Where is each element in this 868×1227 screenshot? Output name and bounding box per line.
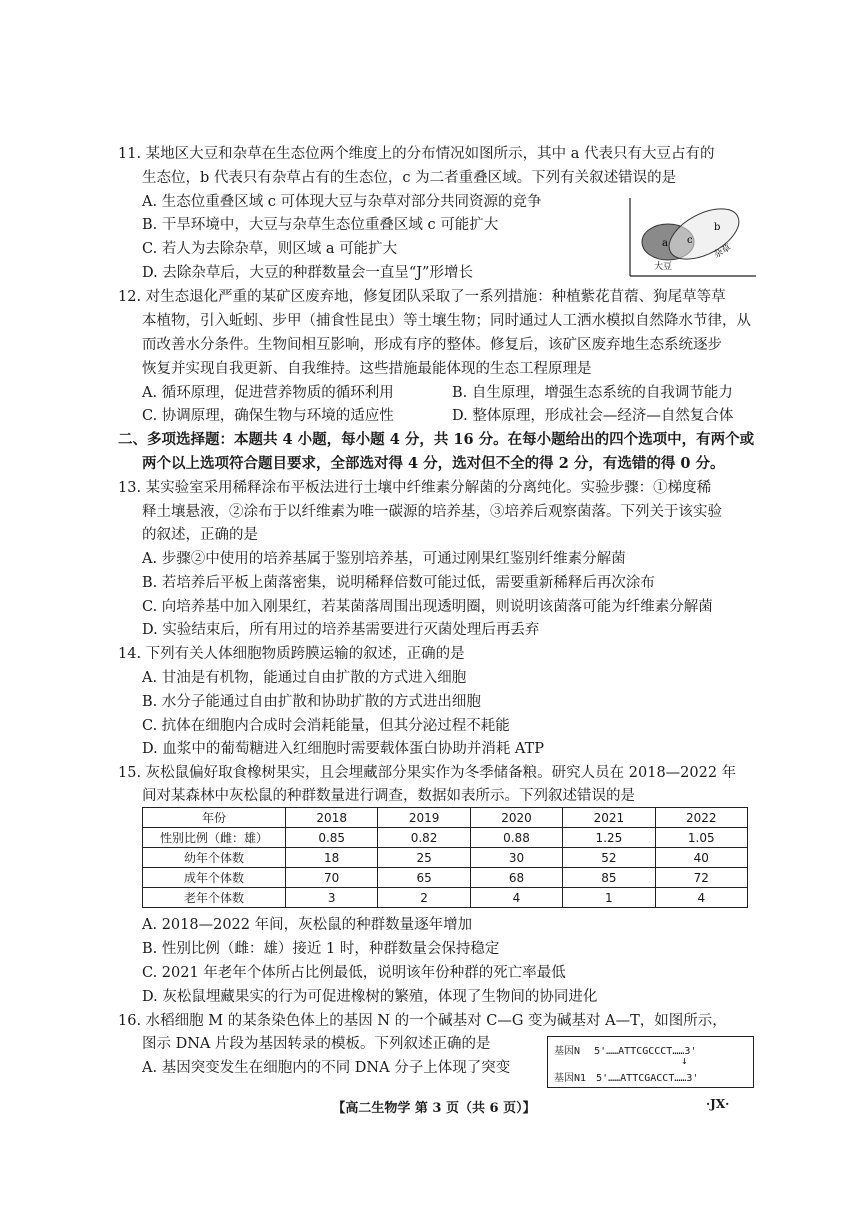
q15-option-a: A. 2018—2022 年间，灰松鼠的种群数量逐年增加 bbox=[142, 917, 473, 933]
figure-label-weed: 杂草 bbox=[712, 242, 734, 261]
table-row bbox=[143, 828, 748, 848]
q13-stem-line-3: 的叙述，正确的是 bbox=[142, 527, 258, 543]
table-cell: 3 bbox=[286, 888, 378, 908]
table-row bbox=[143, 888, 748, 908]
table-header-cell: 年份 bbox=[143, 808, 286, 828]
table-cell: 性别比例（雌：雄） bbox=[143, 828, 286, 848]
squirrel-population-table bbox=[142, 807, 748, 908]
dna-row-gene-n bbox=[554, 1042, 696, 1057]
dna-sequence-figure bbox=[547, 1036, 754, 1088]
table-cell: 1.05 bbox=[655, 828, 747, 848]
table-cell: 40 bbox=[655, 848, 747, 868]
table-cell: 2 bbox=[378, 888, 470, 908]
q12-stem-line-3: 而改善水分条件。生物间相互影响，形成有序的整体。修复后，该矿区废弃地生态系统逐步 bbox=[142, 337, 722, 353]
table-row bbox=[143, 848, 748, 868]
q16-stem-line-1: 16. 水稻细胞 M 的某条染色体上的基因 N 的一个碱基对 C—G 变为碱基对 A—T，如图所示， bbox=[118, 1013, 727, 1029]
figure-label-a: a bbox=[662, 238, 668, 249]
table-header-cell: 2018 bbox=[286, 808, 378, 828]
table-cell: 4 bbox=[470, 888, 562, 908]
niche-overlap-figure bbox=[628, 196, 758, 280]
table-header-cell: 2019 bbox=[378, 808, 470, 828]
q13-option-b: B. 若培养后平板上菌落密集，说明稀释倍数可能过低，需要重新稀释后再次涂布 bbox=[142, 575, 655, 591]
figure-label-c: c bbox=[687, 235, 693, 246]
dna-row-sequence: 5'……ATTCGCCCT……3' bbox=[594, 1046, 697, 1057]
section2-heading-line-1: 二、多项选择题：本题共 4 小题，每小题 4 分，共 16 分。在每小题给出的四个选项中，有两个或 bbox=[118, 431, 755, 448]
table-cell: 老年个体数 bbox=[143, 888, 286, 908]
table-cell: 52 bbox=[563, 848, 655, 868]
q14-option-b: B. 水分子能通过自由扩散和协助扩散的方式进出细胞 bbox=[142, 694, 481, 710]
table-cell: 0.82 bbox=[378, 828, 470, 848]
q15-option-d: D. 灰松鼠埋藏果实的行为可促进橡树的繁殖，体现了生物间的协同进化 bbox=[142, 989, 598, 1005]
q12-option-c: C. 协调原理，确保生物与环境的适应性 bbox=[142, 408, 394, 424]
q12-option-b: B. 自生原理，增强生态系统的自我调节能力 bbox=[452, 385, 733, 401]
table-cell: 68 bbox=[470, 868, 562, 888]
figure-label-soybean: 大豆 bbox=[654, 262, 673, 272]
q12-stem-line-1: 12. 对生态退化严重的某矿区废弃地，修复团队采取了一系列措施：种植紫花苜蓿、狗尾草等草 bbox=[118, 289, 726, 305]
page-footer: 【高二生物学 第 3 页（共 6 页）】 bbox=[332, 1101, 536, 1116]
table-cell: 0.88 bbox=[470, 828, 562, 848]
q11-option-b: B. 干旱环境中，大豆与杂草生态位重叠区域 c 可能扩大 bbox=[142, 217, 499, 233]
q13-stem-line-1: 13. 某实验室采用稀释涂布平板法进行土壤中纤维素分解菌的分离纯化。实验步骤：①梯度稀 bbox=[118, 480, 712, 496]
footer-code: ·JX· bbox=[706, 1097, 730, 1111]
table-cell: 幼年个体数 bbox=[143, 848, 286, 868]
table-cell: 1.25 bbox=[563, 828, 655, 848]
dna-row-label: 基因N1 bbox=[554, 1073, 587, 1084]
q12-stem-line-2: 本植物，引入蚯蚓、步甲（捕食性昆虫）等土壤生物；同时通过人工洒水模拟自然降水节律，从 bbox=[142, 313, 751, 329]
q11-option-d: D. 去除杂草后，大豆的种群数量会一直呈“J”形增长 bbox=[142, 265, 473, 281]
table-cell: 85 bbox=[563, 868, 655, 888]
q15-stem-line-2: 间对某森林中灰松鼠的种群数量进行调查，数据如表所示。下列叙述错误的是 bbox=[142, 788, 635, 804]
q12-stem-line-4: 恢复并实现自我更新、自我维持。这些措施最能体现的生态工程原理是 bbox=[142, 361, 592, 377]
q13-stem-line-2: 释土壤悬液，②涂布于以纤维素为唯一碳源的培养基，③培养后观察菌落。下列关于该实验 bbox=[142, 504, 722, 520]
table-row bbox=[143, 868, 748, 888]
q15-option-c: C. 2021 年老年个体所占比例最低，说明该年份种群的死亡率最低 bbox=[142, 965, 566, 981]
table-cell: 25 bbox=[378, 848, 470, 868]
q12-option-d: D. 整体原理，形成社会—经济—自然复合体 bbox=[452, 408, 734, 424]
q13-option-a: A. 步骤②中使用的培养基属于鉴别培养基，可通过刚果红鉴别纤维素分解菌 bbox=[142, 551, 626, 567]
q15-option-b: B. 性别比例（雌：雄）接近 1 时，种群数量会保持稳定 bbox=[142, 941, 500, 957]
q11-stem-line-2: 生态位，b 代表只有杂草占有的生态位，c 为二者重叠区域。下列有关叙述错误的是 bbox=[142, 170, 677, 186]
q11-stem-line-1: 11. 某地区大豆和杂草在生态位两个维度上的分布情况如图所示，其中 a 代表只有大豆占有的 bbox=[118, 146, 715, 162]
mutation-arrow-icon: ↓ bbox=[681, 1054, 688, 1067]
table-cell: 0.85 bbox=[286, 828, 378, 848]
table-cell: 70 bbox=[286, 868, 378, 888]
table-cell: 成年个体数 bbox=[143, 868, 286, 888]
q15-stem-line-1: 15. 灰松鼠偏好取食橡树果实，且会埋藏部分果实作为冬季储备粮。研究人员在 2018—2022 年 bbox=[118, 765, 737, 781]
q14-option-a: A. 甘油是有机物，能通过自由扩散的方式进入细胞 bbox=[142, 670, 467, 686]
table-cell: 65 bbox=[378, 868, 470, 888]
table-cell: 1 bbox=[563, 888, 655, 908]
table-cell: 4 bbox=[655, 888, 747, 908]
dna-row-gene-n1 bbox=[554, 1069, 698, 1084]
table-header-cell: 2021 bbox=[563, 808, 655, 828]
q14-stem-line-1: 14. 下列有关人体细胞物质跨膜运输的叙述，正确的是 bbox=[118, 646, 465, 662]
q13-option-d: D. 实验结束后，所有用过的培养基需要进行灭菌处理后再丢弃 bbox=[142, 622, 540, 638]
table-header-row bbox=[143, 808, 748, 828]
q14-option-d: D. 血浆中的葡萄糖进入红细胞时需要载体蛋白协助并消耗 ATP bbox=[142, 741, 545, 757]
q12-option-a: A. 循环原理，促进营养物质的循环利用 bbox=[142, 385, 394, 401]
table-cell: 72 bbox=[655, 868, 747, 888]
table-cell: 18 bbox=[286, 848, 378, 868]
table-cell: 30 bbox=[470, 848, 562, 868]
q16-stem-line-2: 图示 DNA 片段为基因转录的模板。下列叙述正确的是 bbox=[142, 1036, 491, 1052]
figure-label-b: b bbox=[714, 222, 721, 233]
q14-option-c: C. 抗体在细胞内合成时会消耗能量，但其分泌过程不耗能 bbox=[142, 718, 510, 734]
table-header-cell: 2022 bbox=[655, 808, 747, 828]
dna-row-label: 基因N bbox=[554, 1046, 581, 1057]
q11-option-a: A. 生态位重叠区域 c 可体现大豆与杂草对部分共同资源的竞争 bbox=[142, 194, 542, 210]
q16-option-a: A. 基因突变发生在细胞内的不同 DNA 分子上体现了突变 bbox=[142, 1060, 511, 1076]
table-header-cell: 2020 bbox=[470, 808, 562, 828]
dna-row-sequence: 5'……ATTCGACCT……3' bbox=[596, 1073, 699, 1084]
q13-option-c: C. 向培养基中加入刚果红，若某菌落周围出现透明圈，则说明该菌落可能为纤维素分解菌 bbox=[142, 599, 713, 615]
section2-heading-line-2: 两个以上选项符合题目要求，全部选对得 4 分，选对但不全的得 2 分，有选错的得 0 分。 bbox=[142, 455, 725, 472]
q11-option-c: C. 若人为去除杂草，则区域 a 可能扩大 bbox=[142, 241, 398, 257]
